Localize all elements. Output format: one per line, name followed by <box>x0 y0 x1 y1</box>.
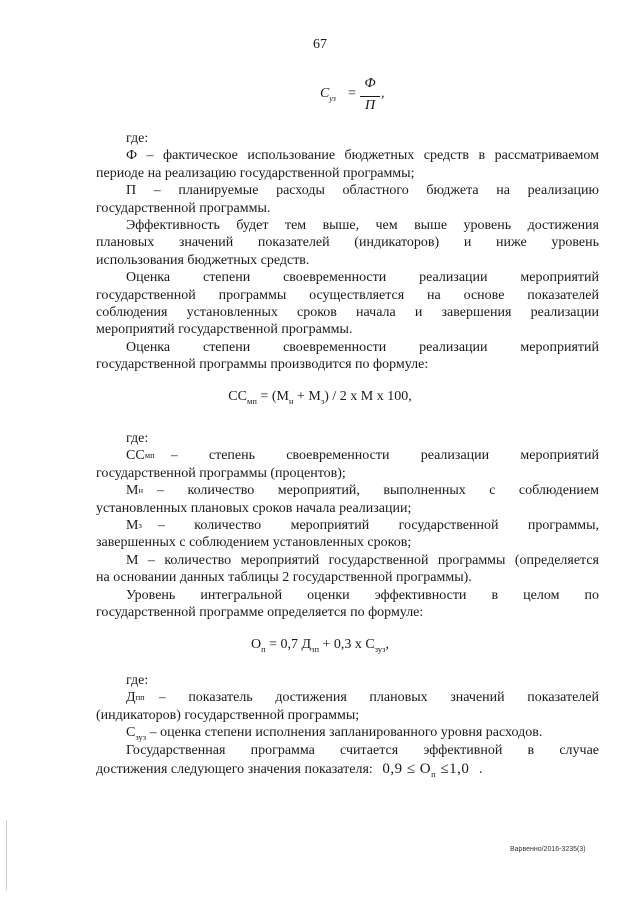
text-block-2 <box>96 430 599 621</box>
paragraph-line: государственной программы. <box>96 200 271 216</box>
formula-numerator: Ф <box>364 76 376 91</box>
paragraph-line: Оценка степени своевременности реализации мероприятий <box>126 339 599 355</box>
paragraph-line: М з – количество мероприятий государственной программы, <box>126 517 599 533</box>
page-number: 67 <box>313 37 327 52</box>
text-block-1 <box>96 130 599 373</box>
paragraph-line: М – количество мероприятий государственной программы (определяется <box>126 552 599 568</box>
formula-integral: $О_п = 0,7$ $Д_{зп} + 0,3$ х $С_{зуз}$, <box>250 637 390 654</box>
text-block-3 <box>96 672 599 783</box>
paragraph-line: М н – количество мероприятий, выполненных с соблюдением <box>126 483 599 499</box>
paragraph-line: мероприятий государственной программы. <box>96 322 353 338</box>
paragraph-line: Оценка степени своевременности реализации мероприятий <box>126 270 599 286</box>
document-signature: Варвенно/2016-3235(3) <box>510 846 586 853</box>
fraction-bar <box>360 96 380 97</box>
paragraph-line: достижения следующего значения показателя: $0,9 \le О_п \le 1,0$ . <box>96 760 483 779</box>
formula-denominator: П <box>364 98 376 113</box>
paragraph-line: государственной программы (процентов); <box>96 465 346 481</box>
where-label: где: <box>126 431 149 446</box>
paragraph-line: Уровень интегральной оценки эффективности в целом по <box>126 587 599 603</box>
formula-timeliness: $СС_{мп} = (М_н + М_з) / 2$ х М х 100, <box>228 389 412 406</box>
paragraph-line: Д пп – показатель достижения плановых значений показателей <box>126 690 599 706</box>
paragraph-line: государственной программы осуществляется на основе показателей <box>96 287 599 303</box>
paragraph-line: периоде на реализацию государственной программы; <box>96 165 415 181</box>
paragraph-line: (индикаторов) государственной программы; <box>96 707 360 723</box>
paragraph-line: П – планируемые расходы областного бюджета на реализацию <box>126 183 599 199</box>
formula-lhs: $C_{уз}$ <box>320 86 336 103</box>
paragraph-line: $С_{зуз}$ – оценка степени исполнения запланированного уровня расходов. <box>126 725 543 742</box>
paragraph-line: Государственная программа считается эффективной в случае <box>126 742 599 758</box>
paragraph-line: Ф – фактическое использование бюджетных средств в рассматриваемом <box>126 148 599 164</box>
scan-edge-line <box>6 820 7 890</box>
formula-equals: = <box>348 86 356 101</box>
formula-efficiency-fraction: $C_{уз}$ = Ф П , <box>320 76 385 113</box>
efficiency-inequality: $0,9 \le О_п \le 1,0$ <box>382 760 470 779</box>
paragraph-line: государственной программе определяется по формуле: <box>96 604 424 620</box>
paragraph-line: на основании данных таблицы 2 государственной программы). <box>96 570 472 586</box>
paragraph-line: СС мп – степень своевременности реализации мероприятий <box>126 448 599 464</box>
paragraph-line: установленных плановых сроков начала реализации; <box>96 500 412 516</box>
paragraph-line: завершенных с соблюдением установленных сроков; <box>96 535 412 551</box>
paragraph-line: плановых значений показателей (индикаторов) и ниже уровень <box>96 235 599 251</box>
paragraph-line: Эффективность будет тем выше, чем выше уровень достижения <box>126 217 599 233</box>
paragraph-line: государственной программы производится по формуле: <box>96 357 429 373</box>
where-label: где: <box>126 673 149 688</box>
paragraph-line: использования бюджетных средств. <box>96 252 310 268</box>
paragraph-line: соблюдения установленных сроков начала и завершения реализации <box>96 304 599 320</box>
where-label: где: <box>126 131 149 146</box>
